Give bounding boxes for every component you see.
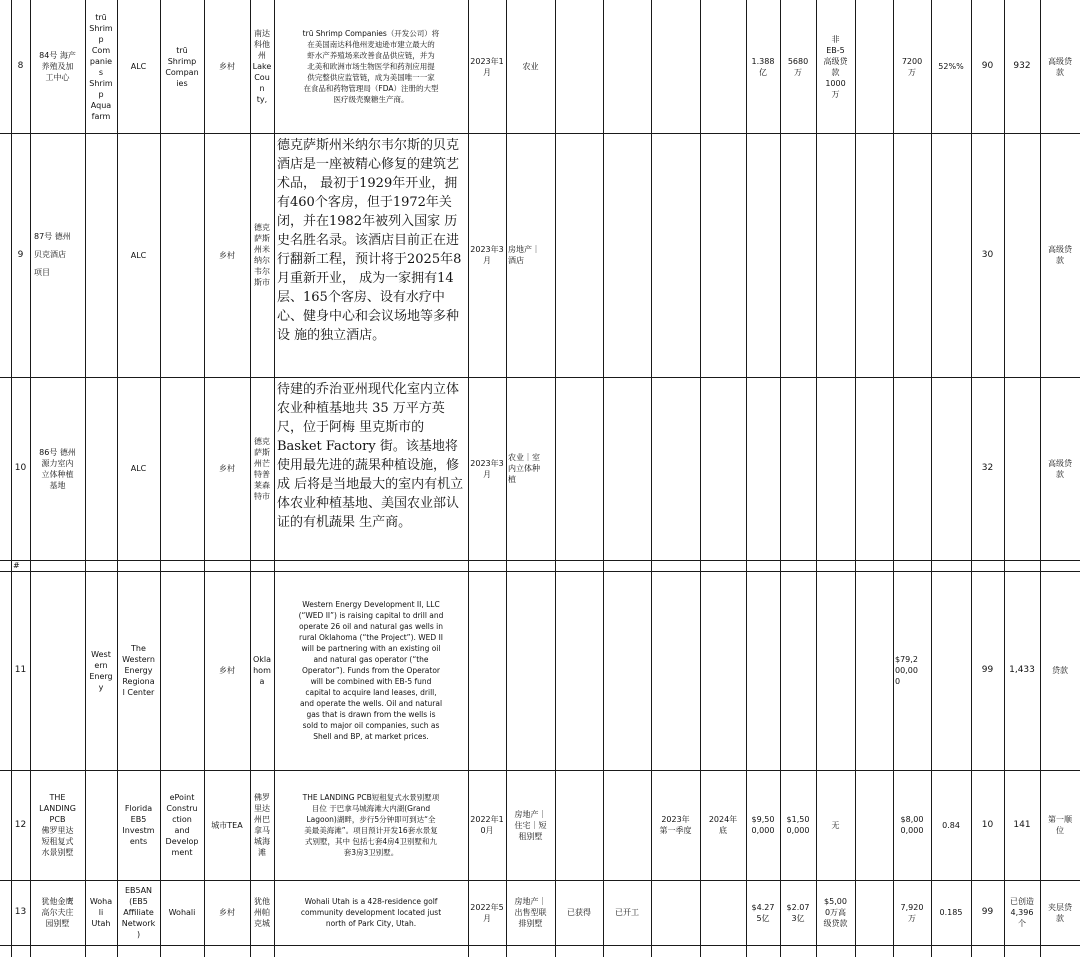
project-entity: ePoint Constru ction and Develop ment [165, 793, 199, 857]
jobs: 90 [981, 61, 994, 71]
row-number: 11 [14, 665, 27, 675]
row-number: 10 [14, 463, 27, 473]
jobs: 30 [981, 249, 994, 260]
eb5-amount: $1,50 0,000 [786, 815, 810, 835]
project-name: 犹他金鹰 高尔夫庄 园别墅 [41, 897, 74, 928]
loan-type: 夹层贷 款 [1048, 902, 1072, 923]
project-description: Wohali Utah is a 428-residence golf community development located just north of Park City, Utah. [300, 897, 442, 928]
area-type: 乡村 [219, 250, 235, 260]
project-name: THE LANDING PCB 佛罗里达 短租复式 水景别墅 [39, 793, 76, 857]
total-investment: 1.388 亿 [751, 56, 775, 77]
loan-type: 高级贷 款 [1048, 56, 1072, 77]
loan-type: 贷款 [1052, 666, 1068, 675]
grid-line [555, 0, 556, 957]
project-type: 农业 [522, 62, 539, 71]
launch-date: 2022年10月 [470, 815, 504, 835]
loan-type: 第一顺 位 [1048, 815, 1072, 835]
jobs: 10 [981, 819, 994, 830]
regional-center: The Western Energy Regiona l Center [122, 644, 155, 697]
raised-amount: $8,00 0,000 [900, 815, 924, 835]
location: 犹他 州帕 克城 [254, 897, 270, 928]
project-name: 84号 海产 养殖及加 工中心 [39, 51, 76, 82]
project-description: trū Shrimp Companies（开发公司）将 在美国南达科他州麦迪逊市建立最大的 虾水产养殖场来改善食品供应链，并为 北美和欧洲市场生物医学和药剂应用提 供完整供应监管链，成为美国唯一一家 在食品和药物管理局（FDA）注册的大型 医疗级壳聚糖生产商。 [302, 29, 440, 104]
grid-line [855, 0, 856, 957]
raised-amount: 7200 万 [901, 56, 923, 77]
project-description: Western Energy Development II, LLC (“WED II”) is raising capital to drill and operate 26 oil and natural gas wells in rural Oklahoma (“the Project”). WED II will be partnering with an existing oil and natural gas operator (“the Operator”). Funds from the Operator will be combined with EB-5 fund capital to acquire land leases, drill, and operate the wells. Oil and natural gas that is drawn from the wells is sold to major oil companies, such as Shell and BP, at market prices. [298, 600, 444, 741]
row-number: 8 [17, 61, 24, 71]
ratio: 0.185 [939, 908, 963, 917]
regional-center: ALC [130, 62, 147, 71]
senior-loan: 非 EB-5 高级贷 款 1000 万 [823, 34, 848, 99]
project-entity: trū Shrimp Compan ies [165, 45, 199, 88]
area-type: 乡村 [219, 908, 235, 917]
row-number: 9 [17, 249, 24, 260]
loan-type: 高级贷 款 [1048, 458, 1072, 479]
developer: trū Shrim p Com panie s Shrim p Aqua farm [89, 12, 113, 121]
eb5-amount: 5680 万 [787, 56, 809, 77]
project-type: 房地产｜ 住宅｜短 租别墅 [514, 809, 547, 841]
ratio: 52%% [938, 62, 964, 71]
eb5-amount: $2.07 3亿 [786, 902, 810, 923]
project-description: THE LANDING PCB短租复式水景别墅项 目位 于巴拿马城海滩大内湖(Grand Lagoon)湖畔，步行5分钟即可到达“全 美最美海滩”。项目预计开发16套水景复 式别墅，其中 包括七套4房4卫别墅和九 套3房3卫别墅。 [302, 793, 440, 857]
regional-center: ALC [130, 250, 147, 260]
project-entity: Wohali [168, 908, 196, 917]
developer: West ern Energ y [89, 649, 113, 692]
developer: Woha li Utah [89, 897, 113, 928]
area-type: 乡村 [219, 666, 235, 675]
location: Okla hom a [252, 655, 272, 686]
launch-date: 2023年1月 [470, 56, 504, 77]
total-investment: $9,50 0,000 [751, 815, 775, 835]
launch-date: 2022年5月 [470, 902, 504, 923]
regional-center: Florida EB5 Investm ents [122, 804, 155, 846]
jobs: 32 [981, 463, 994, 473]
investors: 1,433 [1009, 665, 1035, 675]
raised-amount: 7,920 万 [900, 902, 924, 923]
grid-line [603, 0, 604, 957]
construction-status: 已开工 [615, 908, 639, 917]
project-description: 德克萨斯州米纳尔韦尔斯的贝克酒店是一座被精心修复的建筑艺术品， 最初于1929年开业，拥有460个客房，但于1972年关闭，并在1982年被列入国家 历史名胜名录。该酒店目前正在进行翻新工程，预计将于2025年8月重新开业， 成为一家拥有14层、165个客房、设有水疗中心、健身中心和会议场地等多种设 施的独立酒店。 [277, 138, 462, 343]
separator-mark: # [13, 561, 20, 570]
area-type: 乡村 [219, 62, 235, 71]
investors: 932 [1013, 61, 1031, 71]
launch-date: 2023年3月 [470, 245, 504, 265]
grid-line [0, 945, 1080, 946]
raised-amount: $79,2 00,00 0 [895, 655, 918, 686]
total-investment: $4.27 5亿 [751, 902, 775, 923]
location: 佛罗 里达 州巴 拿马 城海 滩 [254, 793, 270, 857]
investors: 已创造 4,396 个 [1010, 897, 1034, 928]
ratio: 0.84 [942, 820, 960, 830]
senior-loan: 无 [831, 820, 840, 830]
launch-date: 2023年3月 [470, 458, 504, 479]
location: 德克 萨斯 州芒 特普 莱森 特市 [254, 436, 270, 501]
jobs: 99 [981, 907, 994, 917]
project-type: 房地产｜ 出售型联 排别墅 [514, 897, 547, 928]
start-date: 2023年 第一季度 [659, 815, 692, 835]
row-number: 12 [14, 819, 27, 830]
senior-loan: $5,00 0万高 级贷款 [823, 897, 848, 928]
grid-line [85, 0, 86, 957]
approval-status: 已获得 [567, 908, 591, 917]
location: 德克 萨斯 州米 纳尔 韦尔 斯市 [254, 223, 270, 287]
grid-line [0, 560, 1080, 561]
area-type: 乡村 [219, 464, 235, 473]
project-type: 房地产｜ 酒店 [508, 245, 540, 265]
project-description: 待建的乔治亚州现代化室内立体农业种植基地共 35 万平方英尺，位于阿梅 里克斯市的 Basket Factory 街。该基地将使用最先进的蔬果种植设施，修成 后将是当地最大的室内有机立体农业种植基地、美国农业部认证的有机蔬果 生产商。 [277, 382, 464, 530]
project-type: 农业｜室 内立体种 植 [508, 453, 540, 484]
finish-date: 2024年 底 [708, 815, 738, 835]
project-name: 86号 德州 源力室内 立体种植 基地 [39, 447, 76, 490]
regional-center: ALC [130, 464, 147, 473]
jobs: 99 [981, 665, 994, 675]
area-type: 城市TEA [211, 820, 243, 830]
location: 南达 科他 州 Lake Coun ty, [252, 29, 272, 104]
loan-type: 高级贷 款 [1048, 245, 1072, 265]
investors: 141 [1013, 819, 1031, 830]
project-name: 87号 德州 贝克酒店 项目 [34, 232, 71, 277]
regional-center: EB5AN (EB5 Affiliate Network ) [121, 886, 156, 939]
row-number: 13 [14, 907, 27, 917]
